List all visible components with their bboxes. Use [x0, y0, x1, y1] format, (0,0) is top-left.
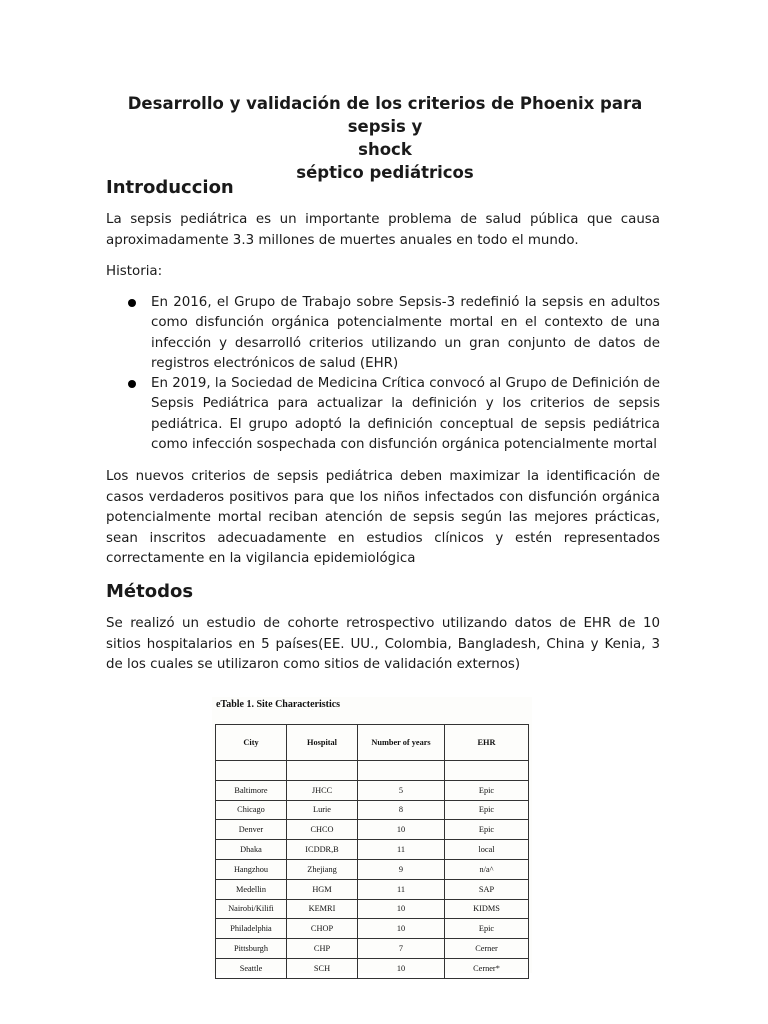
table-cell: KIDMS — [445, 899, 529, 919]
site-characteristics-figure — [212, 697, 532, 973]
intro-heading: Introduccion — [106, 177, 234, 198]
bullet-icon — [128, 299, 136, 307]
table-cell: 5 — [358, 780, 445, 800]
table-cell: Cerner — [445, 939, 529, 959]
table-cell: KEMRI — [287, 899, 358, 919]
table-row — [216, 840, 529, 860]
table-cell: Chicago — [216, 800, 287, 820]
table-cell: n/a^ — [445, 859, 529, 879]
table-cell: SAP — [445, 879, 529, 899]
table-row — [216, 879, 529, 899]
table-cell — [216, 761, 287, 781]
table-cell: Nairobi/Kilifi — [216, 899, 287, 919]
methods-heading: Métodos — [106, 581, 194, 602]
table-cell: 10 — [358, 958, 445, 978]
site-table — [215, 724, 529, 979]
table-cell: Denver — [216, 820, 287, 840]
table-cell: 7 — [358, 939, 445, 959]
table-cell: Epic — [445, 919, 529, 939]
table-cell: Dhaka — [216, 840, 287, 860]
table-cell: JHCC — [287, 780, 358, 800]
table-cell — [358, 761, 445, 781]
table-cell: 9 — [358, 859, 445, 879]
table-row — [216, 780, 529, 800]
table-cell — [445, 761, 529, 781]
table-cell: SCH — [287, 958, 358, 978]
table-cell: local — [445, 840, 529, 860]
table-row — [216, 800, 529, 820]
intro-paragraph: La sepsis pediátrica es un importante problema de salud pública que causa aproximadamente 3.3 millones de muertes anuales en todo el mundo. — [106, 212, 660, 248]
table-cell: Epic — [445, 800, 529, 820]
methods-paragraph: Se realizó un estudio de cohorte retrospectivo utilizando datos de EHR de 10 sitios hospitalarios en 5 países(EE. UU., Colombia, Bangladesh, China y Kenia, 3 de los cuales se utilizaron como sitios de validación externos) — [106, 616, 660, 672]
list-item-text: En 2019, la Sociedad de Medicina Crítica convocó al Grupo de Definición de Sepsis Pediátrica para actualizar la definición y los criterios de sepsis pediátrica. El grupo adoptó la definición conceptual de sepsis pediátrica como infección sospechada con disfunción orgánica potencialmente mortal — [151, 376, 660, 453]
table-cell: 11 — [358, 879, 445, 899]
table-cell: 8 — [358, 800, 445, 820]
closing-paragraph: Los nuevos criterios de sepsis pediátrica deben maximizar la identificación de casos verdaderos positivos para que los niños infectados con disfunción orgánica potencialmente mortal reciban atención de sepsis según las mejores prácticas, sean inscritos adecuadamente en estudios clínicos y estén representados correctamente en la vigilancia epidemiológica — [106, 469, 660, 566]
table-cell: Medellin — [216, 879, 287, 899]
document-title — [100, 92, 670, 184]
column-header: City — [216, 725, 287, 761]
table-cell: Epic — [445, 780, 529, 800]
table-caption: eTable 1. Site Characteristics — [216, 699, 341, 710]
column-header: EHR — [445, 725, 529, 761]
table-row — [216, 919, 529, 939]
table-cell: Cerner* — [445, 958, 529, 978]
table-cell: HGM — [287, 879, 358, 899]
title-line: Desarrollo y validación de los criterios de Phoenix para sepsis y — [127, 94, 643, 136]
table-cell: ICDDR,B — [287, 840, 358, 860]
table-cell: Pittsburgh — [216, 939, 287, 959]
table-cell — [287, 761, 358, 781]
history-label: Historia: — [106, 264, 163, 279]
list-item — [106, 293, 660, 374]
history-list — [106, 293, 660, 455]
table-row — [216, 761, 529, 781]
table-cell: CHP — [287, 939, 358, 959]
title-line: shock — [358, 140, 412, 159]
table-cell: Lurie — [287, 800, 358, 820]
table-cell: 11 — [358, 840, 445, 860]
table-cell: CHOP — [287, 919, 358, 939]
column-header: Hospital — [287, 725, 358, 761]
table-cell: Baltimore — [216, 780, 287, 800]
list-item — [106, 374, 660, 455]
table-row — [216, 939, 529, 959]
bullet-icon — [128, 380, 136, 388]
table-row — [216, 859, 529, 879]
table-cell: Zhejiang — [287, 859, 358, 879]
table-cell: 10 — [358, 820, 445, 840]
table-cell: Seattle — [216, 958, 287, 978]
table-cell: Epic — [445, 820, 529, 840]
table-cell: Hangzhou — [216, 859, 287, 879]
table-row — [216, 820, 529, 840]
title-line: séptico pediátricos — [296, 163, 474, 182]
table-cell: 10 — [358, 899, 445, 919]
table-cell: Philadelphia — [216, 919, 287, 939]
table-header-row — [216, 725, 529, 761]
table-row — [216, 958, 529, 978]
table-cell: 10 — [358, 919, 445, 939]
list-item-text: En 2016, el Grupo de Trabajo sobre Sepsis-3 redefinió la sepsis en adultos como disfunción orgánica potencialmente mortal en el contexto de una infección y desarrolló criterios utilizando un gran conjunto de datos de registros electrónicos de salud (EHR) — [151, 295, 660, 371]
table-cell: CHCO — [287, 820, 358, 840]
table-row — [216, 899, 529, 919]
column-header: Number of years — [358, 725, 445, 761]
